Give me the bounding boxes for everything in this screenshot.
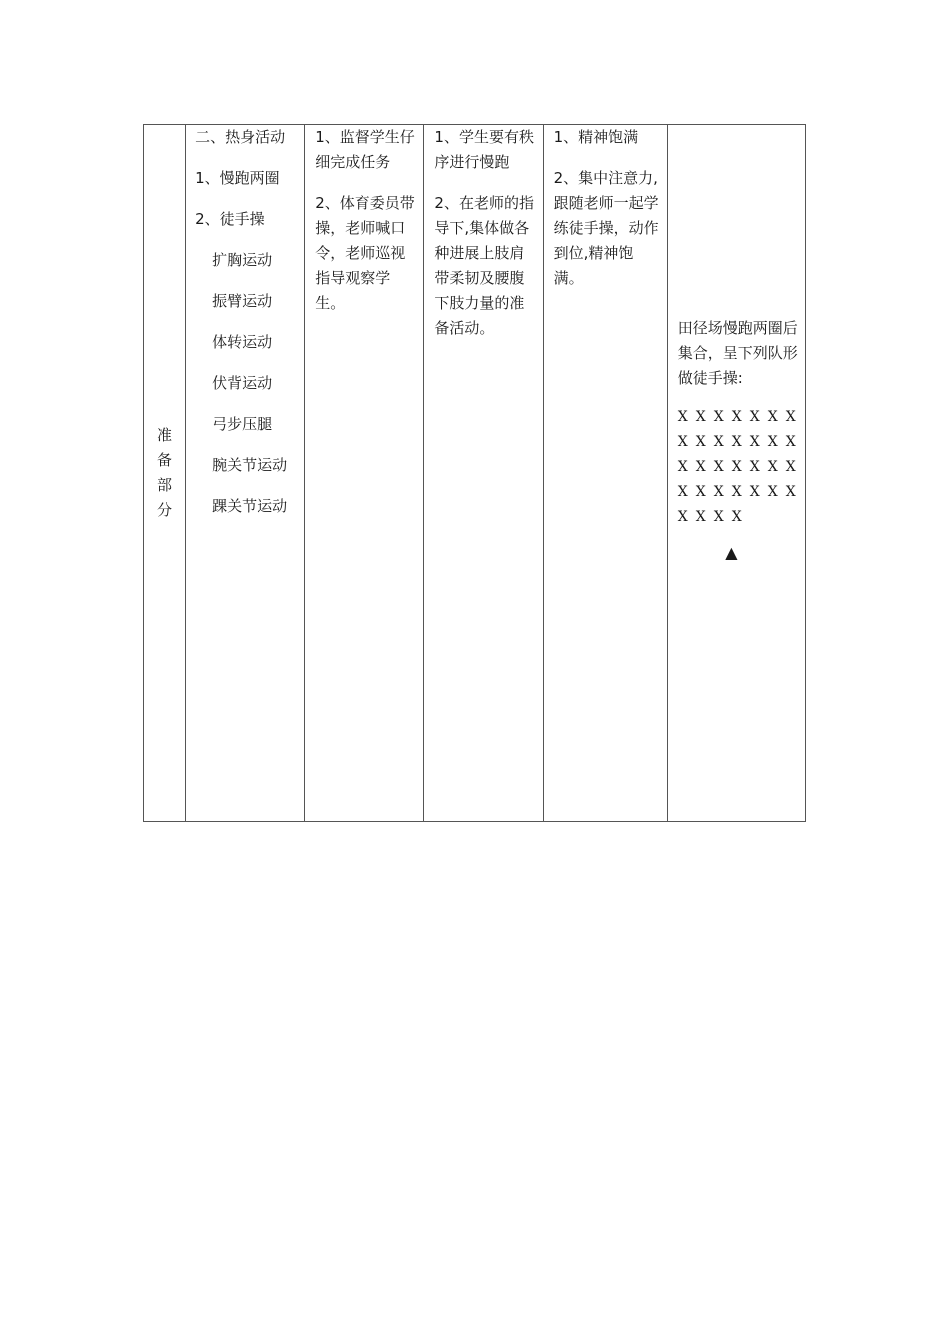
teacher-position-icon: ▲ xyxy=(725,543,738,562)
content-line: 二、热身活动 xyxy=(195,128,286,146)
formation-diagram xyxy=(678,405,799,530)
student-position-mark: X xyxy=(749,434,760,450)
teacher-activity-cell xyxy=(305,125,424,822)
student-position-mark: X xyxy=(713,459,724,475)
student-position-mark: X xyxy=(713,409,724,425)
student-position-mark: X xyxy=(677,409,688,425)
requirement-cell xyxy=(543,125,667,822)
content-line: 体转运动 xyxy=(212,333,273,351)
student-position-mark: X xyxy=(785,409,796,425)
formation-row xyxy=(678,505,799,530)
student-position-mark: X xyxy=(677,459,688,475)
student-position-mark: X xyxy=(767,409,778,425)
student-position-mark: X xyxy=(785,484,796,500)
student-position-mark: X xyxy=(785,434,796,450)
formation-row xyxy=(678,480,799,505)
student-position-mark: X xyxy=(677,434,688,450)
formation-row xyxy=(678,430,799,455)
student-position-mark: X xyxy=(713,484,724,500)
student-position-mark: X xyxy=(695,509,706,525)
teacher-paragraph-2: 2、体育委员带操，老师喊口令，老师巡视指导观察学生。 xyxy=(315,194,415,312)
content-cell xyxy=(186,125,305,822)
student-paragraph-2: 2、在老师的指导下,集体做各种进展上肢肩带柔韧及腰腹下肢力量的准备活动。 xyxy=(434,194,534,337)
student-position-mark: X xyxy=(749,409,760,425)
teacher-paragraph-1: 1、监督学生仔细完成任务 xyxy=(315,128,415,171)
formation-row xyxy=(678,405,799,430)
organization-cell xyxy=(667,125,805,822)
student-position-mark: X xyxy=(731,409,742,425)
student-position-mark: X xyxy=(731,434,742,450)
spacer xyxy=(678,125,799,316)
student-position-mark: X xyxy=(731,484,742,500)
content-line: 振臂运动 xyxy=(212,292,273,310)
student-position-mark: X xyxy=(713,434,724,450)
content-line: 2、徒手操 xyxy=(195,210,265,228)
student-position-mark: X xyxy=(767,434,778,450)
formation-row xyxy=(678,455,799,480)
student-position-mark: X xyxy=(749,484,760,500)
student-position-mark: X xyxy=(695,434,706,450)
student-position-mark: X xyxy=(749,459,760,475)
student-activity-cell xyxy=(424,125,543,822)
student-position-mark: X xyxy=(713,509,724,525)
content-line: 腕关节运动 xyxy=(212,456,288,474)
content-line: 弓步压腿 xyxy=(212,415,273,433)
student-position-mark: X xyxy=(677,509,688,525)
student-position-mark: X xyxy=(731,509,742,525)
student-position-mark: X xyxy=(695,409,706,425)
content-line: 扩胸运动 xyxy=(212,251,273,269)
section-label: 准备部分 xyxy=(157,426,173,519)
requirement-paragraph-1: 1、精神饱满 xyxy=(553,128,639,146)
student-position-mark: X xyxy=(695,484,706,500)
student-position-mark: X xyxy=(677,484,688,500)
student-paragraph-1: 1、学生要有秩序进行慢跑 xyxy=(434,128,534,171)
student-position-mark: X xyxy=(785,459,796,475)
lesson-plan-table xyxy=(143,124,806,822)
student-position-mark: X xyxy=(767,484,778,500)
content-list xyxy=(195,125,304,535)
student-position-mark: X xyxy=(731,459,742,475)
content-line: 踝关节运动 xyxy=(212,497,288,515)
requirement-paragraph-2: 2、集中注意力,跟随老师一起学练徒手操，动作到位,精神饱满。 xyxy=(553,169,659,287)
student-position-mark: X xyxy=(767,459,778,475)
content-line: 1、慢跑两圈 xyxy=(195,169,280,187)
section-cell xyxy=(144,125,186,822)
student-position-mark: X xyxy=(695,459,706,475)
table-row xyxy=(144,125,806,822)
content-line: 伏背运动 xyxy=(212,374,273,392)
organization-text: 田径场慢跑两圈后集合，呈下列队形做徒手操: xyxy=(677,319,798,387)
